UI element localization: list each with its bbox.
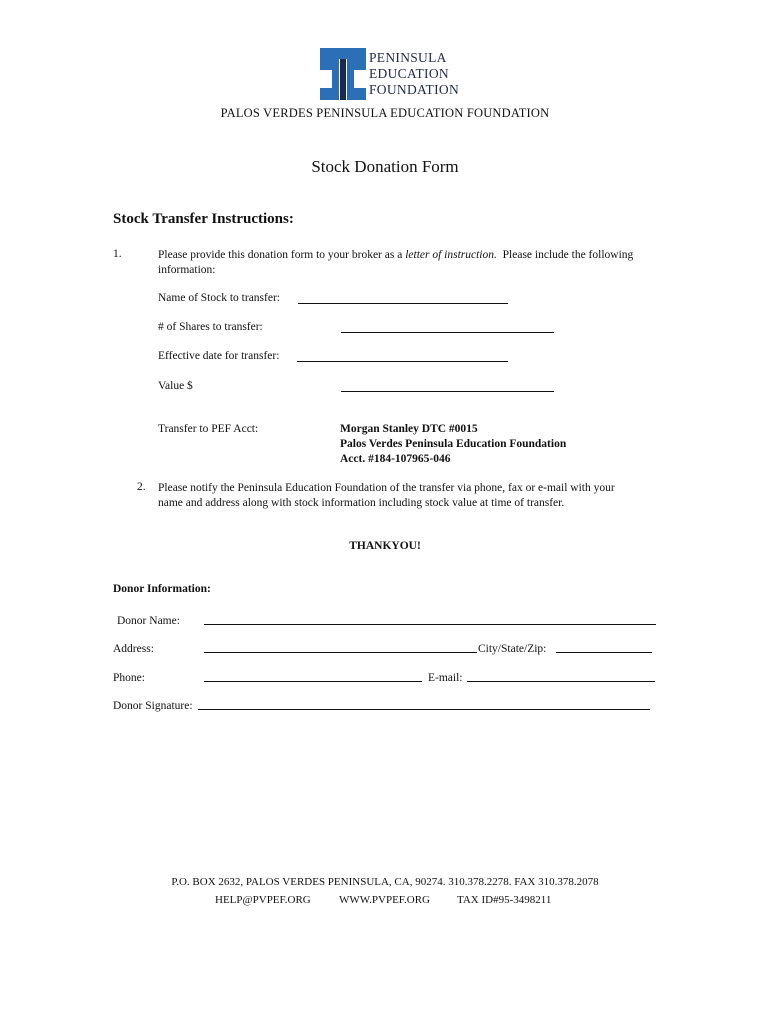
account-line-1: Morgan Stanley DTC #0015 [340, 423, 478, 435]
logo-wordmark [369, 50, 459, 98]
thank-you-text: THANKYOU! [349, 540, 421, 552]
transfer-account-label: Transfer to PEF Acct: [158, 423, 259, 435]
city-state-zip-field[interactable] [556, 652, 652, 653]
step-1-number: 1. [113, 248, 122, 260]
step-2-number: 2. [137, 481, 146, 493]
effective-date-field[interactable] [297, 361, 508, 362]
logo-line-2: EDUCATION [369, 66, 449, 81]
value-label: Value $ [158, 380, 193, 392]
account-line-3: Acct. #184-107965-046 [340, 453, 451, 465]
footer-website[interactable]: WWW.PVPEF.ORG [339, 894, 430, 906]
phone-label: Phone: [113, 672, 145, 684]
footer-address: P.O. BOX 2632, PALOS VERDES PENINSULA, CA, 90274. 310.378.2278. FAX 310.378.2078 [171, 876, 599, 888]
shares-label: # of Shares to transfer: [158, 321, 263, 333]
step-2-text-line-1: Please notify the Peninsula Education Foundation of the transfer via phone, fax or e-mail with your [158, 482, 615, 494]
value-field[interactable] [341, 391, 554, 392]
phone-field[interactable] [204, 681, 422, 682]
step-2-text-line-2: name and address along with stock information including stock value at time of transfer. [158, 497, 565, 509]
logo-line-1: PENINSULA [369, 50, 447, 65]
letter-of-instruction-text: letter of instruction. [405, 249, 497, 261]
donor-info-heading: Donor Information: [113, 583, 211, 595]
email-label: E-mail: [428, 672, 463, 684]
instructions-heading: Stock Transfer Instructions: [113, 211, 294, 227]
signature-field[interactable] [198, 709, 650, 710]
logo-line-3: FOUNDATION [369, 82, 459, 97]
step-1-text-line-2: information: [158, 264, 216, 276]
form-title: Stock Donation Form [311, 157, 459, 176]
foundation-logo [320, 48, 460, 100]
signature-label: Donor Signature: [113, 700, 193, 712]
email-field[interactable] [467, 681, 655, 682]
step-1-text-b: Please include the following [496, 249, 634, 261]
footer-tax-id: TAX ID#95-3498211 [457, 894, 552, 906]
footer-email[interactable]: HELP@PVPEF.ORG [215, 894, 311, 906]
address-label: Address: [113, 643, 154, 655]
city-state-zip-label: City/State/Zip: [478, 643, 547, 655]
step-1-text [158, 248, 633, 263]
shares-field[interactable] [341, 332, 554, 333]
stock-name-field[interactable] [298, 303, 508, 304]
account-line-2: Palos Verdes Peninsula Education Foundation [340, 438, 567, 450]
address-field[interactable] [204, 652, 477, 653]
step-1-text-a: Please provide this donation form to your broker as a [158, 249, 406, 261]
donor-name-field[interactable] [204, 624, 656, 625]
donor-name-label: Donor Name: [117, 615, 180, 627]
logo-mark-icon [320, 48, 366, 100]
effective-date-label: Effective date for transfer: [158, 350, 280, 362]
stock-name-label: Name of Stock to transfer: [158, 292, 280, 304]
organization-name: PALOS VERDES PENINSULA EDUCATION FOUNDATION [220, 106, 550, 120]
